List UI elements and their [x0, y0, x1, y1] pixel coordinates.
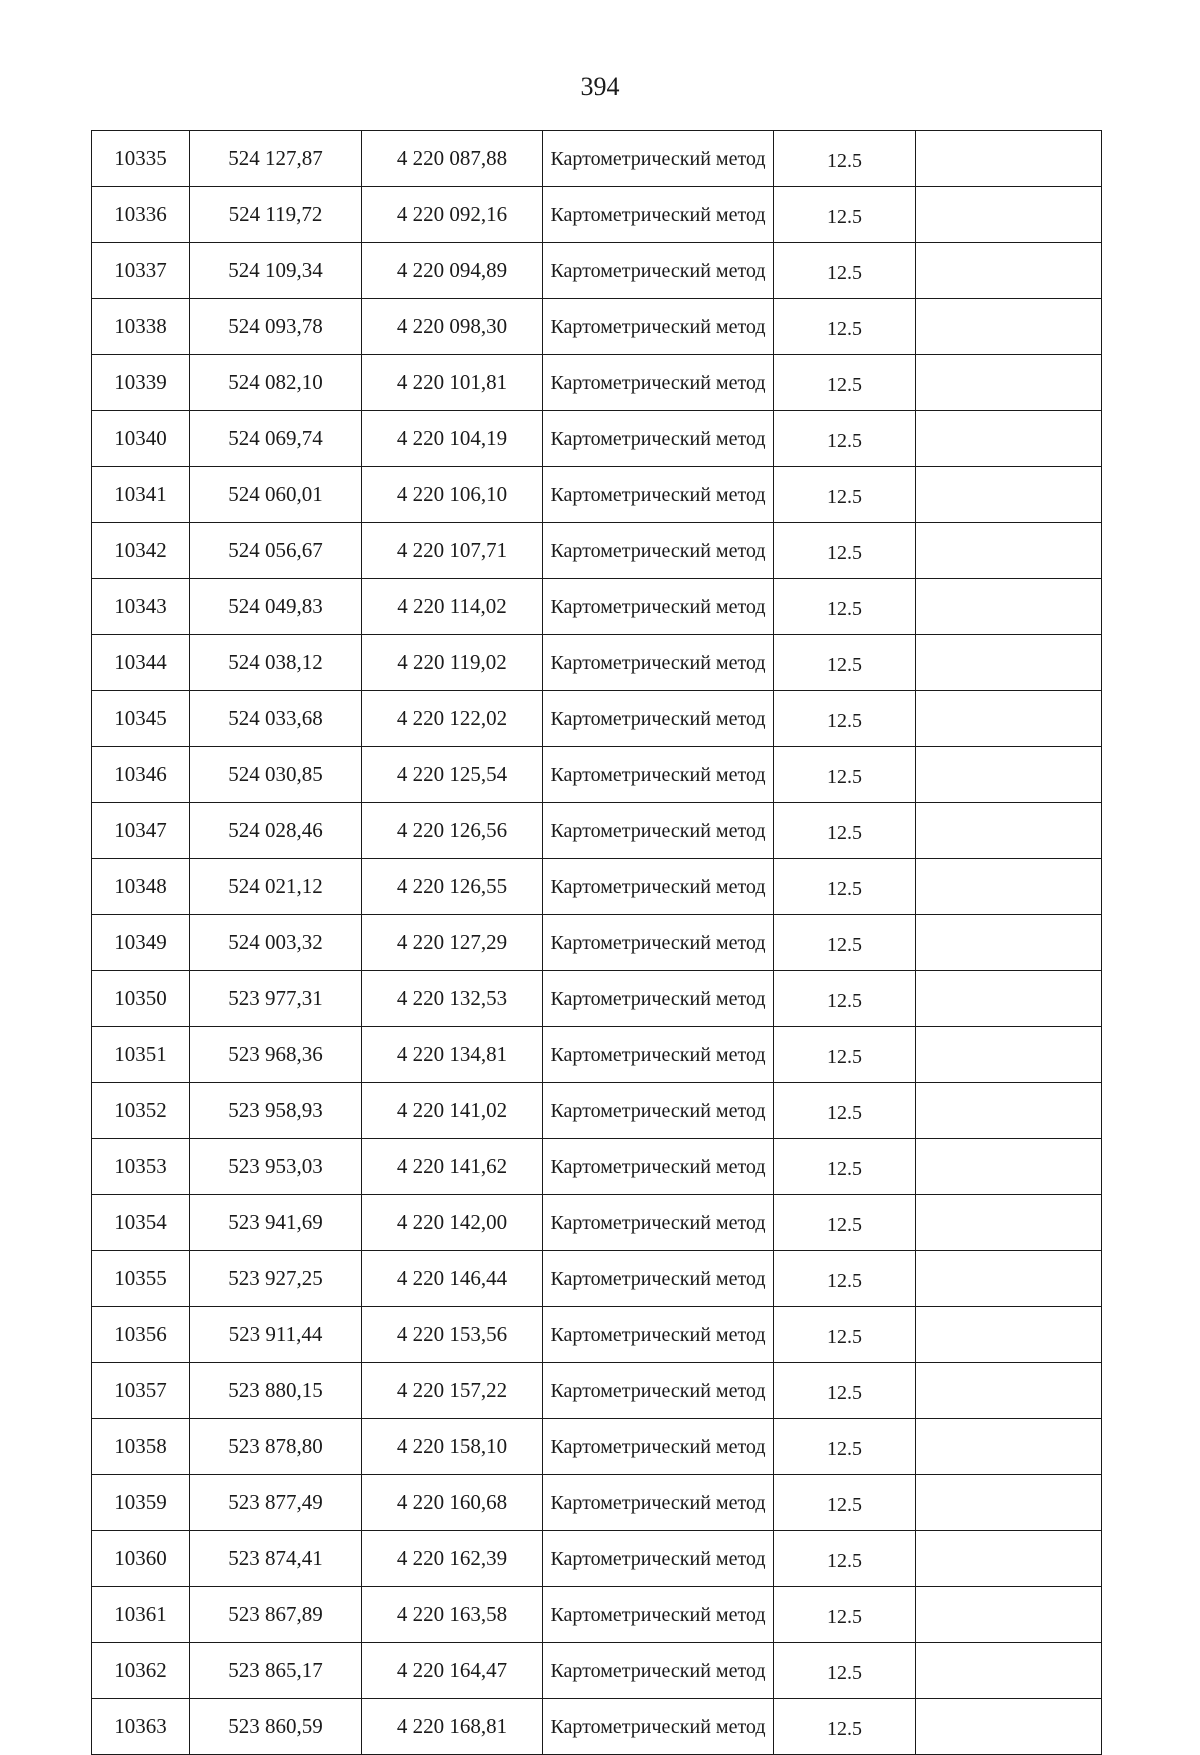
accuracy-cell: 12.5 [774, 243, 916, 299]
x-coordinate-cell: 523 911,44 [190, 1307, 362, 1363]
x-coordinate-cell: 523 958,93 [190, 1083, 362, 1139]
point-number-cell: 10360 [92, 1531, 190, 1587]
point-number-cell: 10348 [92, 859, 190, 915]
point-number-cell: 10340 [92, 411, 190, 467]
note-cell [916, 1251, 1102, 1307]
table-row [92, 1419, 1102, 1475]
point-number-cell: 10355 [92, 1251, 190, 1307]
method-cell: Картометрический метод [543, 971, 774, 1027]
point-number-cell: 10357 [92, 1363, 190, 1419]
accuracy-cell: 12.5 [774, 1083, 916, 1139]
method-cell: Картометрический метод [543, 355, 774, 411]
table-row [92, 1083, 1102, 1139]
accuracy-cell: 12.5 [774, 971, 916, 1027]
y-coordinate-cell: 4 220 125,54 [362, 747, 543, 803]
note-cell [916, 1139, 1102, 1195]
note-cell [916, 187, 1102, 243]
method-cell: Картометрический метод [543, 243, 774, 299]
y-coordinate-cell: 4 220 142,00 [362, 1195, 543, 1251]
note-cell [916, 1699, 1102, 1755]
y-coordinate-cell: 4 220 106,10 [362, 467, 543, 523]
x-coordinate-cell: 524 028,46 [190, 803, 362, 859]
point-number-cell: 10341 [92, 467, 190, 523]
accuracy-cell: 12.5 [774, 1643, 916, 1699]
x-coordinate-cell: 523 865,17 [190, 1643, 362, 1699]
y-coordinate-cell: 4 220 114,02 [362, 579, 543, 635]
y-coordinate-cell: 4 220 107,71 [362, 523, 543, 579]
x-coordinate-cell: 524 021,12 [190, 859, 362, 915]
x-coordinate-cell: 523 860,59 [190, 1699, 362, 1755]
table-row [92, 1195, 1102, 1251]
accuracy-cell: 12.5 [774, 1587, 916, 1643]
method-cell: Картометрический метод [543, 1587, 774, 1643]
note-cell [916, 915, 1102, 971]
table-row [92, 1027, 1102, 1083]
x-coordinate-cell: 524 038,12 [190, 635, 362, 691]
point-number-cell: 10342 [92, 523, 190, 579]
y-coordinate-cell: 4 220 160,68 [362, 1475, 543, 1531]
accuracy-cell: 12.5 [774, 299, 916, 355]
note-cell [916, 523, 1102, 579]
method-cell: Картометрический метод [543, 915, 774, 971]
table-row [92, 1251, 1102, 1307]
note-cell [916, 299, 1102, 355]
x-coordinate-cell: 523 941,69 [190, 1195, 362, 1251]
table-row [92, 1531, 1102, 1587]
accuracy-cell: 12.5 [774, 859, 916, 915]
note-cell [916, 1195, 1102, 1251]
note-cell [916, 971, 1102, 1027]
point-number-cell: 10345 [92, 691, 190, 747]
x-coordinate-cell: 524 003,32 [190, 915, 362, 971]
method-cell: Картометрический метод [543, 1419, 774, 1475]
accuracy-cell: 12.5 [774, 803, 916, 859]
table-row [92, 243, 1102, 299]
y-coordinate-cell: 4 220 158,10 [362, 1419, 543, 1475]
method-cell: Картометрический метод [543, 411, 774, 467]
y-coordinate-cell: 4 220 134,81 [362, 1027, 543, 1083]
method-cell: Картометрический метод [543, 1195, 774, 1251]
method-cell: Картометрический метод [543, 803, 774, 859]
y-coordinate-cell: 4 220 087,88 [362, 131, 543, 187]
point-number-cell: 10346 [92, 747, 190, 803]
accuracy-cell: 12.5 [774, 579, 916, 635]
point-number-cell: 10351 [92, 1027, 190, 1083]
point-number-cell: 10344 [92, 635, 190, 691]
accuracy-cell: 12.5 [774, 1531, 916, 1587]
note-cell [916, 579, 1102, 635]
point-number-cell: 10352 [92, 1083, 190, 1139]
y-coordinate-cell: 4 220 126,55 [362, 859, 543, 915]
x-coordinate-cell: 524 069,74 [190, 411, 362, 467]
table-row [92, 1475, 1102, 1531]
table-row [92, 355, 1102, 411]
y-coordinate-cell: 4 220 146,44 [362, 1251, 543, 1307]
coordinates-table-body [92, 131, 1102, 1755]
point-number-cell: 10347 [92, 803, 190, 859]
note-cell [916, 467, 1102, 523]
y-coordinate-cell: 4 220 092,16 [362, 187, 543, 243]
table-row [92, 747, 1102, 803]
x-coordinate-cell: 523 977,31 [190, 971, 362, 1027]
point-number-cell: 10335 [92, 131, 190, 187]
x-coordinate-cell: 523 953,03 [190, 1139, 362, 1195]
note-cell [916, 1475, 1102, 1531]
note-cell [916, 131, 1102, 187]
y-coordinate-cell: 4 220 153,56 [362, 1307, 543, 1363]
y-coordinate-cell: 4 220 122,02 [362, 691, 543, 747]
y-coordinate-cell: 4 220 132,53 [362, 971, 543, 1027]
page-number: 394 [580, 72, 620, 101]
note-cell [916, 747, 1102, 803]
note-cell [916, 1027, 1102, 1083]
point-number-cell: 10358 [92, 1419, 190, 1475]
note-cell [916, 635, 1102, 691]
y-coordinate-cell: 4 220 141,02 [362, 1083, 543, 1139]
method-cell: Картометрический метод [543, 467, 774, 523]
method-cell: Картометрический метод [543, 1139, 774, 1195]
x-coordinate-cell: 524 030,85 [190, 747, 362, 803]
accuracy-cell: 12.5 [774, 915, 916, 971]
method-cell: Картометрический метод [543, 1531, 774, 1587]
y-coordinate-cell: 4 220 098,30 [362, 299, 543, 355]
point-number-cell: 10354 [92, 1195, 190, 1251]
method-cell: Картометрический метод [543, 859, 774, 915]
table-row [92, 467, 1102, 523]
method-cell: Картометрический метод [543, 1475, 774, 1531]
x-coordinate-cell: 523 877,49 [190, 1475, 362, 1531]
table-row [92, 1307, 1102, 1363]
x-coordinate-cell: 524 109,34 [190, 243, 362, 299]
point-number-cell: 10339 [92, 355, 190, 411]
note-cell [916, 243, 1102, 299]
accuracy-cell: 12.5 [774, 1027, 916, 1083]
point-number-cell: 10350 [92, 971, 190, 1027]
y-coordinate-cell: 4 220 094,89 [362, 243, 543, 299]
table-row [92, 1643, 1102, 1699]
method-cell: Картометрический метод [543, 1307, 774, 1363]
point-number-cell: 10349 [92, 915, 190, 971]
x-coordinate-cell: 524 082,10 [190, 355, 362, 411]
method-cell: Картометрический метод [543, 299, 774, 355]
note-cell [916, 1083, 1102, 1139]
x-coordinate-cell: 523 880,15 [190, 1363, 362, 1419]
accuracy-cell: 12.5 [774, 635, 916, 691]
table-row [92, 1587, 1102, 1643]
accuracy-cell: 12.5 [774, 1475, 916, 1531]
y-coordinate-cell: 4 220 168,81 [362, 1699, 543, 1755]
table-row [92, 635, 1102, 691]
y-coordinate-cell: 4 220 126,56 [362, 803, 543, 859]
accuracy-cell: 12.5 [774, 131, 916, 187]
accuracy-cell: 12.5 [774, 1307, 916, 1363]
method-cell: Картометрический метод [543, 1027, 774, 1083]
method-cell: Картометрический метод [543, 1083, 774, 1139]
accuracy-cell: 12.5 [774, 187, 916, 243]
method-cell: Картометрический метод [543, 1643, 774, 1699]
table-row [92, 579, 1102, 635]
y-coordinate-cell: 4 220 127,29 [362, 915, 543, 971]
accuracy-cell: 12.5 [774, 523, 916, 579]
method-cell: Картометрический метод [543, 131, 774, 187]
method-cell: Картометрический метод [543, 1363, 774, 1419]
accuracy-cell: 12.5 [774, 1363, 916, 1419]
method-cell: Картометрический метод [543, 1699, 774, 1755]
method-cell: Картометрический метод [543, 747, 774, 803]
accuracy-cell: 12.5 [774, 1699, 916, 1755]
x-coordinate-cell: 523 874,41 [190, 1531, 362, 1587]
table-row [92, 187, 1102, 243]
table-row [92, 523, 1102, 579]
point-number-cell: 10362 [92, 1643, 190, 1699]
note-cell [916, 1419, 1102, 1475]
method-cell: Картометрический метод [543, 691, 774, 747]
x-coordinate-cell: 524 093,78 [190, 299, 362, 355]
point-number-cell: 10343 [92, 579, 190, 635]
y-coordinate-cell: 4 220 157,22 [362, 1363, 543, 1419]
method-cell: Картометрический метод [543, 635, 774, 691]
method-cell: Картометрический метод [543, 187, 774, 243]
point-number-cell: 10363 [92, 1699, 190, 1755]
table-row [92, 131, 1102, 187]
y-coordinate-cell: 4 220 104,19 [362, 411, 543, 467]
y-coordinate-cell: 4 220 141,62 [362, 1139, 543, 1195]
table-row [92, 1139, 1102, 1195]
point-number-cell: 10359 [92, 1475, 190, 1531]
x-coordinate-cell: 524 119,72 [190, 187, 362, 243]
table-row [92, 691, 1102, 747]
point-number-cell: 10336 [92, 187, 190, 243]
x-coordinate-cell: 524 033,68 [190, 691, 362, 747]
note-cell [916, 691, 1102, 747]
accuracy-cell: 12.5 [774, 467, 916, 523]
method-cell: Картометрический метод [543, 579, 774, 635]
accuracy-cell: 12.5 [774, 1419, 916, 1475]
accuracy-cell: 12.5 [774, 691, 916, 747]
x-coordinate-cell: 523 968,36 [190, 1027, 362, 1083]
x-coordinate-cell: 523 878,80 [190, 1419, 362, 1475]
x-coordinate-cell: 524 056,67 [190, 523, 362, 579]
point-number-cell: 10361 [92, 1587, 190, 1643]
x-coordinate-cell: 523 867,89 [190, 1587, 362, 1643]
note-cell [916, 1643, 1102, 1699]
point-number-cell: 10353 [92, 1139, 190, 1195]
accuracy-cell: 12.5 [774, 1139, 916, 1195]
y-coordinate-cell: 4 220 163,58 [362, 1587, 543, 1643]
method-cell: Картометрический метод [543, 1251, 774, 1307]
table-row [92, 299, 1102, 355]
note-cell [916, 1587, 1102, 1643]
table-row [92, 1363, 1102, 1419]
y-coordinate-cell: 4 220 164,47 [362, 1643, 543, 1699]
accuracy-cell: 12.5 [774, 747, 916, 803]
x-coordinate-cell: 524 127,87 [190, 131, 362, 187]
note-cell [916, 1363, 1102, 1419]
method-cell: Картометрический метод [543, 523, 774, 579]
y-coordinate-cell: 4 220 119,02 [362, 635, 543, 691]
table-row [92, 859, 1102, 915]
accuracy-cell: 12.5 [774, 355, 916, 411]
note-cell [916, 803, 1102, 859]
note-cell [916, 1531, 1102, 1587]
accuracy-cell: 12.5 [774, 1195, 916, 1251]
table-row [92, 411, 1102, 467]
y-coordinate-cell: 4 220 162,39 [362, 1531, 543, 1587]
note-cell [916, 355, 1102, 411]
table-row [92, 915, 1102, 971]
x-coordinate-cell: 523 927,25 [190, 1251, 362, 1307]
y-coordinate-cell: 4 220 101,81 [362, 355, 543, 411]
accuracy-cell: 12.5 [774, 1251, 916, 1307]
note-cell [916, 1307, 1102, 1363]
x-coordinate-cell: 524 049,83 [190, 579, 362, 635]
point-number-cell: 10337 [92, 243, 190, 299]
table-row [92, 971, 1102, 1027]
table-row [92, 803, 1102, 859]
table-row [92, 1699, 1102, 1755]
accuracy-cell: 12.5 [774, 411, 916, 467]
point-number-cell: 10338 [92, 299, 190, 355]
x-coordinate-cell: 524 060,01 [190, 467, 362, 523]
point-number-cell: 10356 [92, 1307, 190, 1363]
note-cell [916, 859, 1102, 915]
coordinates-table [91, 130, 1102, 1755]
note-cell [916, 411, 1102, 467]
